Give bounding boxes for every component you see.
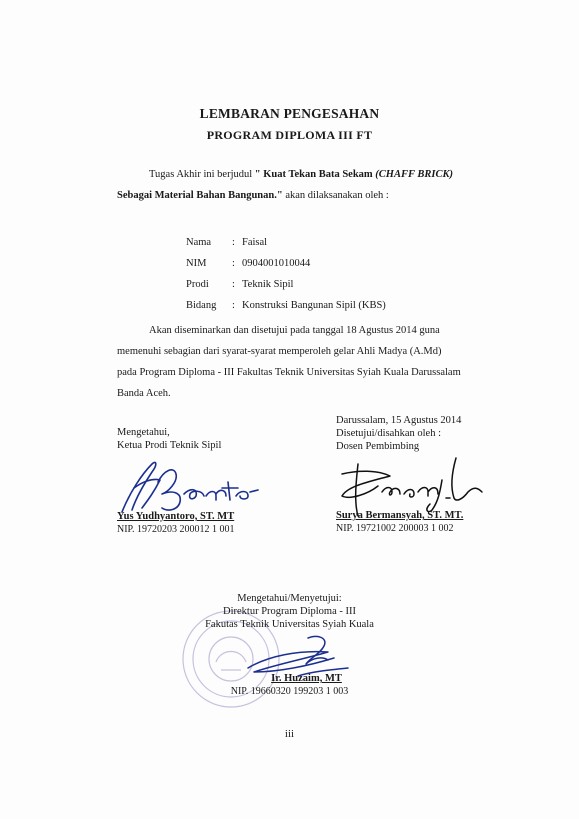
thesis-title: Kuat Tekan Bata Sekam	[263, 169, 373, 180]
bottom-signatory-nip: NIP. 19660320 199203 1 003	[230, 686, 349, 697]
intro-prefix: Tugas Akhir ini berjudul	[149, 169, 253, 180]
right-signatory-line2: Dosen Pembimbing	[336, 441, 420, 452]
seminar-line: pada Program Diploma - III Fakultas Teknik Universitas Syiah Kuala Darussalam	[117, 367, 461, 378]
intro-paragraph	[117, 164, 487, 206]
info-row-bidang	[186, 295, 386, 316]
bottom-signatory-line3: Fakutas Teknik Universitas Syiah Kuala	[205, 619, 374, 630]
left-signatory-line2: Ketua Prodi Teknik Sipil	[117, 440, 222, 451]
left-signature-image	[112, 452, 262, 522]
seminar-paragraph	[117, 320, 487, 404]
page-number: iii	[284, 728, 295, 740]
seminar-line: memenuhi sebagian dari syarat-syarat memperoleh gelar Ahli Madya (A.Md)	[117, 346, 442, 357]
info-value: Teknik Sipil	[242, 279, 294, 290]
info-label: Prodi	[186, 279, 209, 290]
info-label: Bidang	[186, 300, 217, 311]
info-colon: :	[232, 258, 235, 269]
seminar-line: Akan diseminarkan dan disetujui pada tanggal 18 Agustus 2014 guna	[149, 325, 440, 336]
info-label: NIM	[186, 258, 207, 269]
intro-quote-open: "	[254, 169, 261, 180]
left-signatory-nip: NIP. 19720203 200012 1 001	[117, 524, 235, 535]
left-signatory-name: Yus Yudhyantoro, ST. MT	[117, 511, 235, 522]
right-signatory-line1: Disetujui/disahkan oleh :	[336, 428, 441, 439]
info-colon: :	[232, 279, 235, 290]
right-signatory-name: Surya Bermansyah, ST. MT.	[336, 510, 464, 521]
bottom-signatory-line2: Direktur Program Diploma - III	[223, 606, 356, 617]
info-row-prodi	[186, 274, 386, 295]
left-signatory-line1: Mengetahui,	[117, 427, 170, 438]
info-colon: :	[232, 237, 235, 248]
info-row-nim	[186, 253, 386, 274]
intro-suffix: akan dilaksanakan oleh :	[285, 190, 389, 201]
page-title: LEMBARAN PENGESAHAN	[199, 106, 380, 121]
thesis-title-italic: (CHAFF BRICK)	[375, 169, 454, 180]
page-subtitle: PROGRAM DIPLOMA III FT	[206, 128, 373, 142]
info-colon: :	[232, 300, 235, 311]
bottom-signatory-name: Ir. Huzaim, MT	[271, 673, 342, 684]
right-signature-image	[328, 452, 488, 522]
info-value: 0904001010044	[242, 258, 311, 269]
info-row-name	[186, 232, 386, 253]
thesis-title-cont: Sebagai Material Bahan Bangunan."	[117, 190, 283, 201]
info-label: Nama	[186, 237, 212, 248]
place-date: Darussalam, 15 Agustus 2014	[336, 415, 462, 426]
seminar-line: Banda Aceh.	[117, 388, 171, 399]
right-signatory-nip: NIP. 19721002 200003 1 002	[336, 523, 454, 534]
info-value: Faisal	[242, 237, 268, 248]
student-info	[186, 232, 386, 316]
info-value: Konstruksi Bangunan Sipil (KBS)	[242, 300, 386, 311]
bottom-signatory-line1: Mengetahui/Menyetujui:	[237, 593, 342, 604]
bottom-signature-image	[238, 628, 358, 688]
